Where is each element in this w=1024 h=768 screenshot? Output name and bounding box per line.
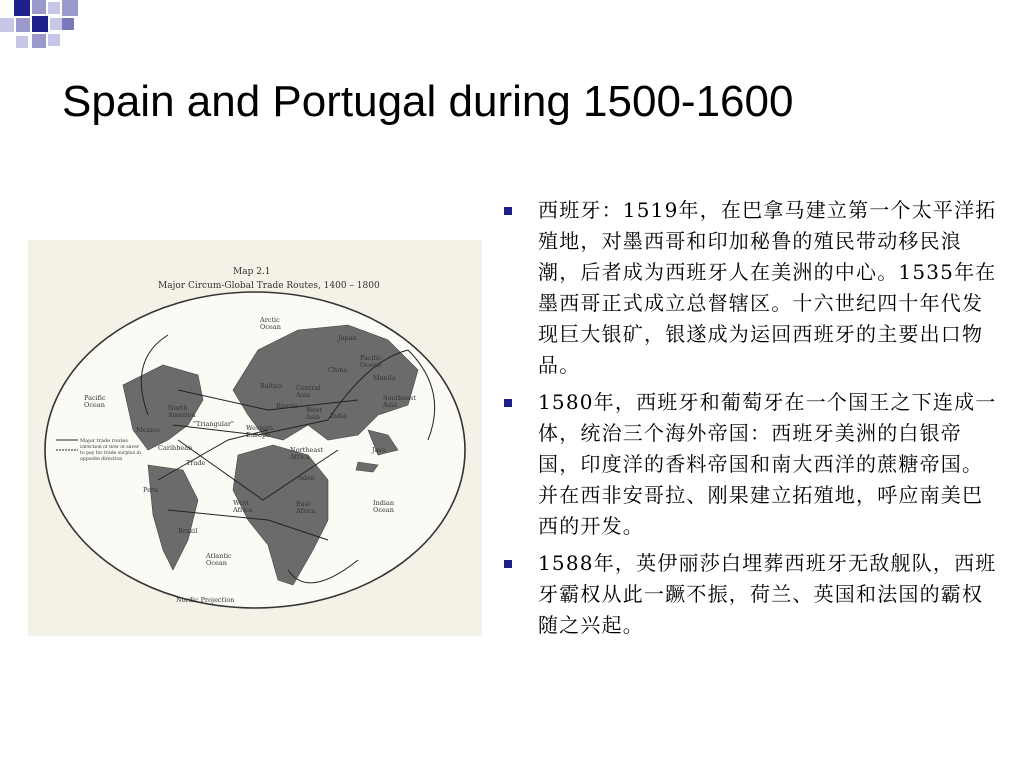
bullet-item xyxy=(494,387,999,542)
label-peru: Peru xyxy=(143,486,159,494)
bullet-marker xyxy=(504,399,512,407)
label-russia: Russia xyxy=(276,402,298,410)
bullet-item xyxy=(494,195,999,381)
label-southeast-asia: Southeast Asia xyxy=(383,394,417,410)
label-indian: Indian Ocean xyxy=(373,499,395,515)
legend-major: Major trade routes xyxy=(80,438,128,444)
label-trade: Trade xyxy=(186,459,206,467)
map-subheading: Major Circum-Global Trade Routes, 1400 – 1800 xyxy=(158,281,380,291)
bullet-text: 西班牙：1519年，在巴拿马建立第一个太平洋拓殖地，对墨西哥和印加秘鲁的殖民带动移民浪潮，后者成为西班牙人在美洲的中心。1535年在墨西哥正式成立总督辖区。十六世纪四十年代发现巨大银矿，银遂成为运回西班牙的主要出口物品。 xyxy=(538,198,997,377)
bullet-marker xyxy=(504,560,512,568)
bullet-item xyxy=(494,548,999,641)
label-java: Java xyxy=(372,446,387,454)
label-northeast-africa: Northeast Africa xyxy=(290,446,324,462)
label-pacific-left: Pacific Ocean xyxy=(84,394,106,410)
label-nordic: Nordic Projection xyxy=(176,596,235,604)
label-brazil: Brazil xyxy=(178,527,198,535)
label-triangular: "Triangular" xyxy=(193,420,234,428)
slide-title: Spain and Portugal during 1500-1600 xyxy=(62,77,794,126)
legend-silver: Direction of flow of silver to pay for trade surplus in opposite direction xyxy=(80,445,141,462)
legend-silver-wrap xyxy=(80,445,142,475)
label-western-europe: Western Europe xyxy=(246,424,274,440)
bullet-text: 1580年，西班牙和葡萄牙在一个国王之下连成一体，统治三个海外帝国：西班牙美洲的白银帝国，印度洋的香料帝国和南大西洋的蔗糖帝国。并在西非安哥拉、刚果建立拓殖地，呼应南美巴西的开发。 xyxy=(538,390,997,538)
label-japan: Japan xyxy=(338,334,357,342)
map-svg xyxy=(28,240,482,636)
bullet-marker xyxy=(504,207,512,215)
label-mexico: Mexico xyxy=(136,426,160,434)
label-manila: Manila xyxy=(373,374,396,382)
label-west-africa: West Africa xyxy=(233,499,253,515)
bullet-text: 1588年，英伊丽莎白埋葬西班牙无敌舰队，西班牙霸权从此一蹶不振，荷兰、英国和法国的霸权随之兴起。 xyxy=(538,551,997,637)
map-heading: Map 2.1 xyxy=(233,267,271,277)
label-west-asia: West Asia xyxy=(306,406,322,422)
label-central-asia: Central Asia xyxy=(296,384,321,400)
corner-decoration xyxy=(0,0,90,70)
label-pacific-right: Pacific Ocean xyxy=(360,354,382,370)
label-china: China xyxy=(328,366,348,374)
trade-routes-map xyxy=(28,240,482,636)
label-north-america: North America xyxy=(168,404,196,420)
label-aden: Aden xyxy=(298,474,315,482)
bullet-list xyxy=(494,195,999,647)
label-atlantic: Atlantic Ocean xyxy=(206,552,232,568)
label-caribbean: Caribbean xyxy=(158,444,193,452)
label-arctic: Arctic Ocean xyxy=(260,316,281,332)
label-india: India xyxy=(330,412,347,420)
label-baltics: Baltics xyxy=(260,382,283,390)
label-east-africa: East Africa xyxy=(296,500,316,516)
